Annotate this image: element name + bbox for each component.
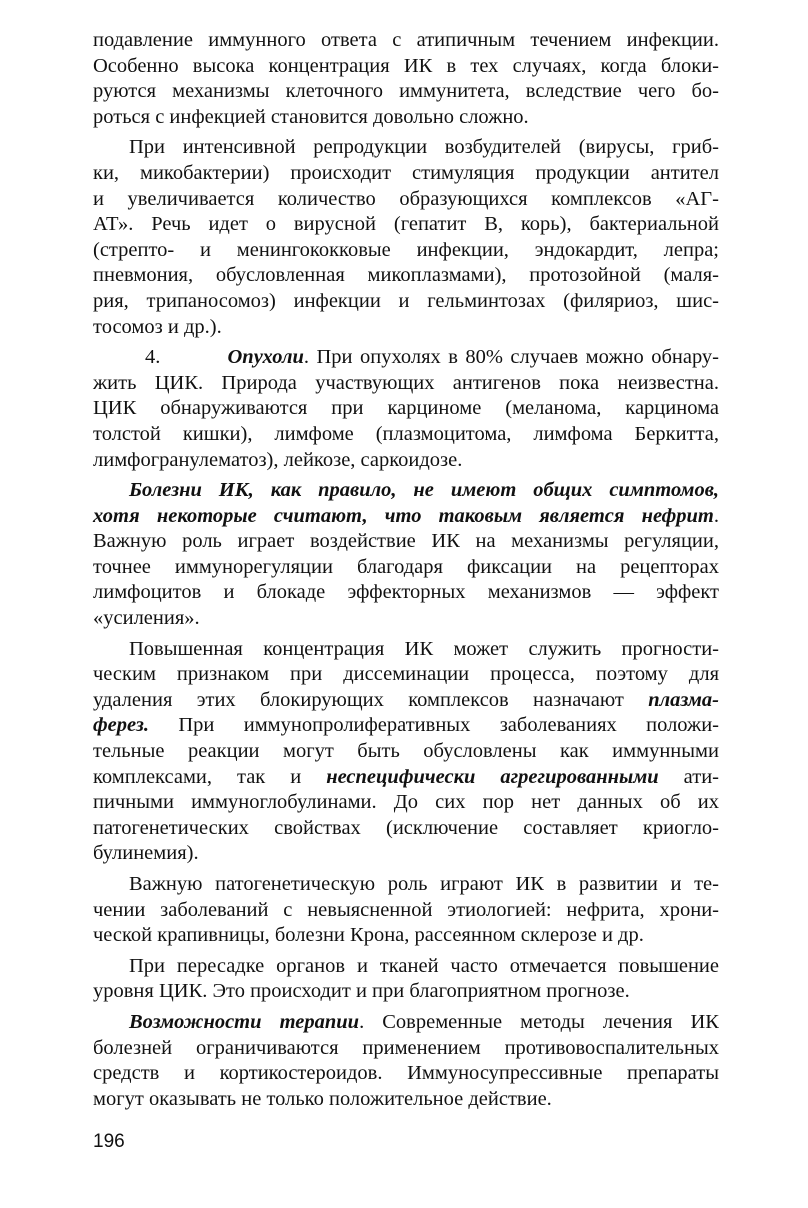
text-line <box>93 1036 719 1062</box>
text-line <box>93 898 719 924</box>
text-line <box>93 872 719 898</box>
emphasis-text: плазма- <box>648 688 719 711</box>
text-run: комплексами, так и <box>93 765 327 788</box>
text-line <box>93 739 719 765</box>
text-run: . <box>713 504 719 527</box>
text-run: . Современные методы лечения ИК <box>359 1010 719 1033</box>
paragraph <box>93 135 719 340</box>
text-line <box>93 923 719 949</box>
text-line <box>93 371 719 397</box>
emphasis-text: ферез. <box>93 714 149 737</box>
text-line <box>93 289 719 315</box>
text-line <box>93 1087 719 1113</box>
text-run: Особенно высока концентрация ИК в тех случаях, когда блоки- <box>93 54 719 77</box>
text-line <box>93 841 719 867</box>
text-run: Важную роль играет воздействие ИК на механизмы регуляции, <box>93 530 719 553</box>
text-run: пичными иммуноглобулинами. До сих пор нет данных об их <box>93 791 719 814</box>
text-run: ЦИК обнаруживаются при карциноме (меланома, карцинома <box>93 397 719 420</box>
emphasis-text: хотя некоторые считают, что таковым является нефрит <box>93 504 714 527</box>
text-run: булинемия). <box>93 842 199 865</box>
text-run: подавление иммунного ответа с атипичным течением инфекции. <box>93 29 719 51</box>
text-run: патогенетических свойствах (исключение составляет криогло- <box>93 816 719 839</box>
text-run: АТ». Речь идет о вирусной (гепатит В, корь), бактериальной <box>93 213 719 236</box>
text-run: и увеличивается количество образующихся комплексов «АГ- <box>93 187 719 210</box>
text-run: тельные реакции могут быть обусловлены как иммунными <box>93 740 719 763</box>
text-line <box>93 637 719 663</box>
text-line <box>93 816 719 842</box>
text-line <box>93 504 719 530</box>
text-line <box>93 161 719 187</box>
section-term: Возможности терапии <box>129 1010 360 1033</box>
text-line <box>93 1010 719 1036</box>
text-run: рия, трипаносомоз) инфекции и гельминтозах (филяриоз, шис- <box>93 289 719 312</box>
text-line <box>93 105 719 131</box>
text-line <box>93 713 719 739</box>
text-run: При интенсивной репродукции возбудителей (вирусы, гриб- <box>129 136 719 159</box>
text-line <box>93 979 719 1005</box>
text-run: роться с инфекцией становится довольно сложно. <box>93 105 529 128</box>
text-line <box>93 580 719 606</box>
page-body <box>93 28 719 1112</box>
text-run: (стрепто- и менингококковые инфекции, эндокардит, лепра; <box>93 238 719 261</box>
emphasis-text: неспецифически агрегированными <box>326 765 659 788</box>
text-run: средств и кортикостероидов. Иммуносупрессивные препараты <box>93 1062 719 1085</box>
text-run: толстой кишки), лимфоме (плазмоцитома, лимфома Беркитта, <box>93 422 719 445</box>
text-line <box>93 345 719 371</box>
text-line <box>93 478 719 504</box>
paragraph <box>93 478 719 632</box>
paragraph <box>93 1010 719 1112</box>
text-line <box>93 28 719 54</box>
text-line <box>93 1061 719 1087</box>
text-run: пневмония, обусловленная микоплазмами), протозойной (маля- <box>93 264 719 287</box>
paragraph <box>93 345 719 473</box>
text-line <box>93 79 719 105</box>
text-run: руются механизмы клеточного иммунитета, вследствие чего бо- <box>93 80 719 103</box>
text-run: уровня ЦИК. Это происходит и при благоприятном прогнозе. <box>93 980 630 1003</box>
text-line <box>93 448 719 474</box>
text-line <box>93 396 719 422</box>
text-line <box>93 954 719 980</box>
text-run: Повышенная концентрация ИК может служить прогности- <box>129 637 719 660</box>
text-run: могут оказывать не только положительное действие. <box>93 1087 552 1110</box>
text-run: «усиления». <box>93 607 200 630</box>
text-line <box>93 315 719 341</box>
text-run: При пересадке органов и тканей часто отмечается повышение <box>129 954 719 977</box>
text-line <box>93 212 719 238</box>
text-line <box>93 238 719 264</box>
text-run: ки, микобактерии) происходит стимуляция продукции антител <box>93 161 719 184</box>
text-run: удаления этих блокирующих комплексов назначают <box>93 688 649 711</box>
text-run: ческим признаком при диссеминации процесса, поэтому для <box>93 663 719 686</box>
text-run: ати- <box>658 765 719 788</box>
list-number: 4. <box>145 346 228 369</box>
paragraph <box>93 637 719 867</box>
text-line <box>93 263 719 289</box>
text-run: болезней ограничиваются применением противовоспалительных <box>93 1036 719 1059</box>
text-run: жить ЦИК. Природа участвующих антигенов пока неизвестна. <box>93 371 719 394</box>
paragraph <box>93 28 719 130</box>
text-run: Важную патогенетическую роль играют ИК в развитии и те- <box>129 873 719 895</box>
text-line <box>93 54 719 80</box>
text-line <box>93 765 719 791</box>
text-run: чении заболеваний с невыясненной этиологией: нефрита, хрони- <box>93 898 719 921</box>
text-line <box>93 135 719 161</box>
text-run: лимфогранулематоз), лейкозе, саркоидозе. <box>93 448 463 471</box>
text-line <box>93 529 719 555</box>
text-run: тосомоз и др.). <box>93 315 222 338</box>
section-term: Опухоли <box>227 346 304 369</box>
text-run: . При опухолях в 80% случаев можно обнару- <box>303 346 720 369</box>
text-line <box>93 662 719 688</box>
page-number: 196 <box>93 1131 125 1152</box>
text-run: точнее иммунорегуляции благодаря фиксации на рецепторах <box>93 555 719 578</box>
emphasis-text: Болезни ИК, как правило, не имеют общих симптомов, <box>129 479 719 502</box>
paragraph <box>93 954 719 1005</box>
text-line <box>93 606 719 632</box>
text-line <box>93 422 719 448</box>
text-run: При иммунопролиферативных заболеваниях положи- <box>148 714 719 737</box>
text-line <box>93 688 719 714</box>
text-line <box>93 790 719 816</box>
paragraph <box>93 872 719 949</box>
text-line <box>93 555 719 581</box>
text-line <box>93 187 719 213</box>
text-run: лимфоцитов и блокаде эффекторных механизмов — эффект <box>93 581 719 604</box>
text-run: ческой крапивницы, болезни Крона, рассеянном склерозе и др. <box>93 924 644 947</box>
